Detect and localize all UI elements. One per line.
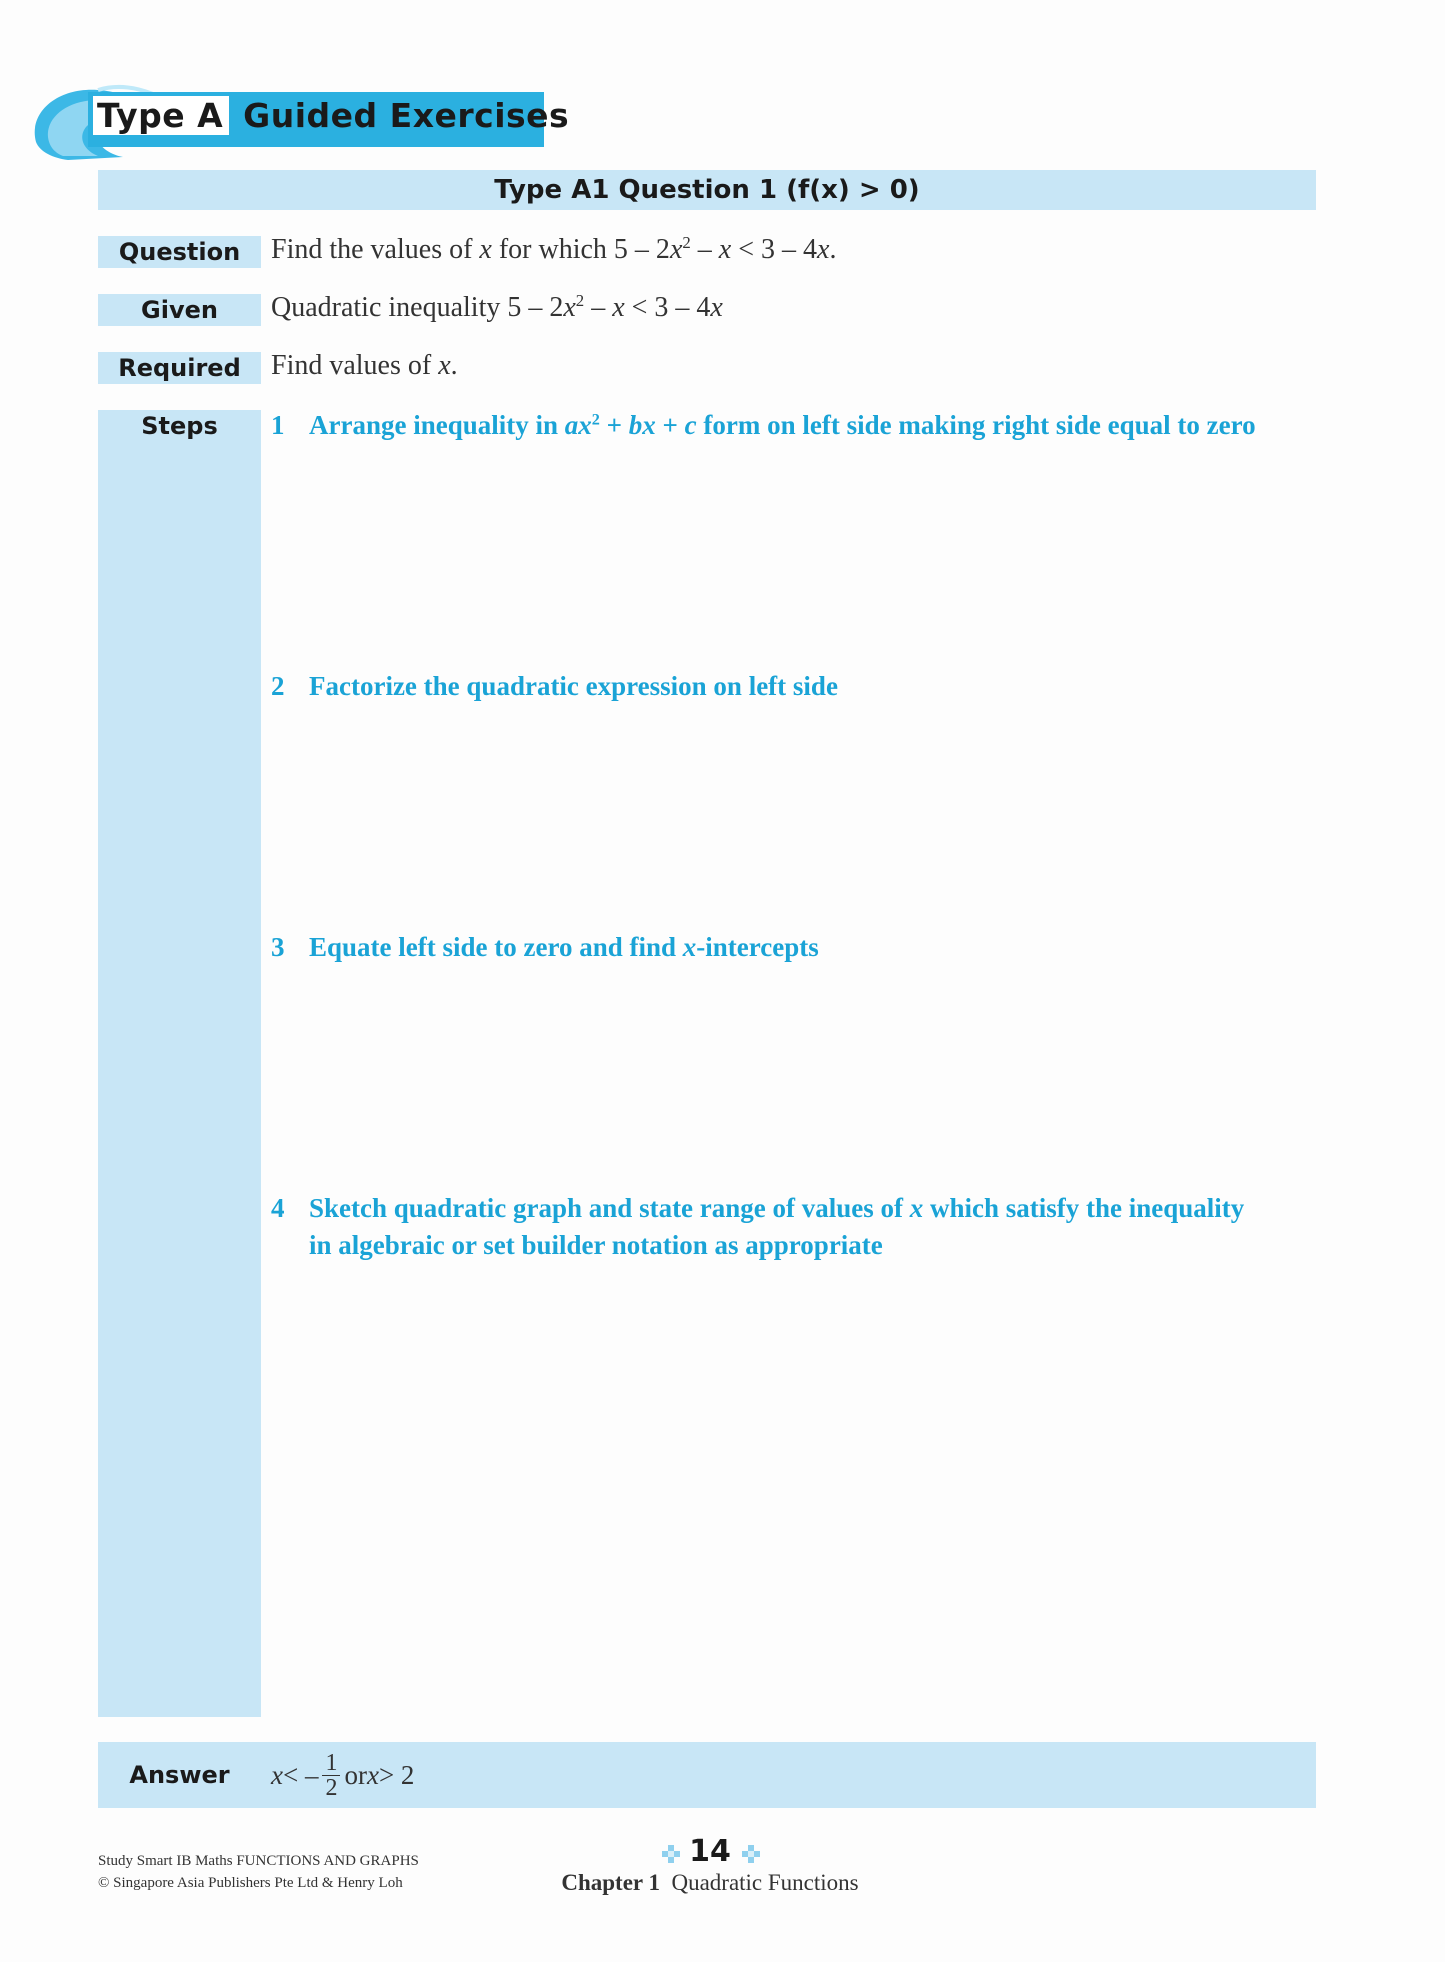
required-text: Find values of x.: [271, 350, 458, 381]
steps-column: [98, 410, 261, 1717]
chapter-title: Quadratic Functions: [671, 1870, 859, 1895]
step-text: Sketch quadratic graph and state range of values of x which satisfy the inequality in algebraic or set builder notation as appropriate: [309, 1193, 1245, 1260]
step-text: Equate left side to zero and find x-intercepts: [309, 932, 819, 962]
footer-credits: [98, 1850, 419, 1894]
step-text: Factorize the quadratic expression on left side: [309, 671, 838, 701]
section-banner: [28, 82, 570, 157]
step-text: Arrange inequality in $ax^2$ + bx + c form on left side making right side equal to zero: [309, 410, 1256, 440]
steps-label: Steps: [141, 412, 218, 440]
question-title: Type A1 Question 1 (f(x) > 0): [98, 170, 1316, 210]
answer-label: Answer: [129, 1761, 230, 1789]
chapter-label: Chapter 1: [561, 1870, 660, 1895]
copyright: © Singapore Asia Publishers Pte Ltd & Henry Loh: [98, 1875, 403, 1891]
page-number: 14: [689, 1834, 731, 1869]
diamond-right-icon: [742, 1845, 760, 1863]
answer-value: x < – $\frac{1}{2}$ or x > 2: [271, 1749, 415, 1801]
given-label: Given: [98, 294, 261, 326]
given-text: Quadratic inequality $5 - 2x^2 - x < 3 - 4x$: [271, 290, 723, 323]
step-number: 1: [271, 410, 285, 440]
fraction: $\frac{1}{2}$: [322, 1751, 340, 1800]
banner-type-label: Type A: [93, 96, 229, 135]
required-label: Required: [98, 352, 261, 384]
banner-heading: Guided Exercises: [243, 96, 570, 135]
question-label: Question: [98, 236, 261, 268]
step-number: 2: [271, 671, 285, 701]
step-number: 4: [271, 1193, 285, 1223]
banner-title: [93, 96, 569, 135]
step-number: 3: [271, 932, 285, 962]
chapter-footer: [520, 1870, 900, 1896]
answer-bar: [98, 1742, 1316, 1808]
book-title: Study Smart IB Maths FUNCTIONS AND GRAPHS: [98, 1853, 419, 1869]
question-text: Find the values of x for which $5 - 2x^2 - x < 3 - 4x$.: [271, 232, 837, 265]
